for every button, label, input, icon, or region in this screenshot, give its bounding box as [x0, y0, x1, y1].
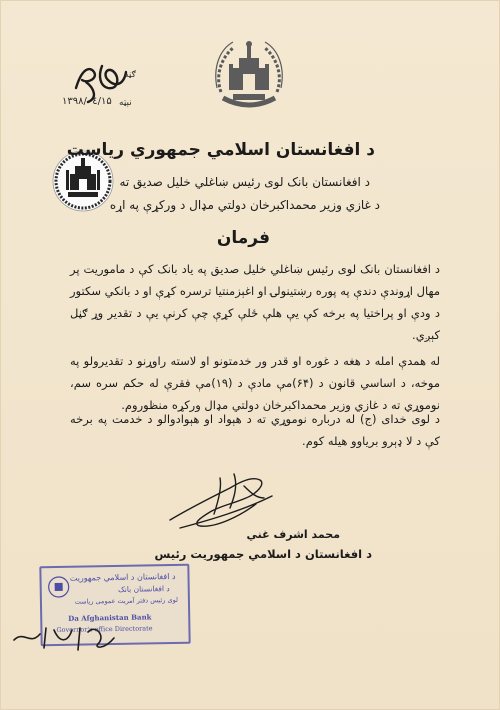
document-title: فرمان [216, 228, 270, 248]
signer-name: محمد اشرف غني [246, 528, 340, 541]
body-paragraph-2: له همدې امله د هغه د غوره او قدر ور خدمتونو او لاسته راوړنو د تقدیرولو په موخه، د اساسي قانون د (۶۴)مې مادې د (۱۹)مې فقرې له حکم سره سم، نوموړي ته د غازي وزير محمداکبرخان دولتي مډال ورکړه منظوروم. [70, 354, 440, 412]
heading-line-1: د افغانستان اسلامي جمهوري رياست [66, 140, 375, 160]
stamp-line-5: Governor's office Directorate [56, 624, 153, 635]
afghanistan-emblem-icon [203, 28, 295, 120]
heading-line-3: د غازي وزير محمداکبرخان دولتي مډال د ورکړې په اړه [109, 198, 380, 212]
heading-line-2: د افغانستان بانک لوی رئیس ښاغلي خلیل صدیق ته [119, 175, 370, 189]
stamp-line-1: د افغانستان د اسلامي جمهوريت [69, 571, 176, 583]
date-label: نېټه [119, 98, 132, 108]
body-paragraph-3: د لوی خدای (ج) له درباره نوموړي ته د هېواد او هېوادوالو د خدمت په برخه کې د لا ډېرو بریاوو هیله کوم. [70, 412, 440, 448]
stamp-line-3: لوی رئیس دفتر آمریت عمومی ریاست [74, 595, 178, 606]
stamp-line-4: Da Afghanistan Bank [68, 612, 152, 623]
number-label: ګڼه [124, 70, 136, 80]
stamp-emblem-icon [45, 574, 71, 602]
body-paragraph-1: د افغانستان بانک لوی رئیس ښاغلي خلیل صدیق په یاد بانک کې د ماموریت پر مهال اړوندې دندې په پوره رښتینولۍ او اغېزمنتیا ترسره کړې او د بانکي سکتور د ودې او پراختیا په برخه کې یې هلې ځلې کړې چې کرنې یې د تقدیر وړ ګڼل کېږي. [70, 262, 440, 342]
handwritten-note-icon [10, 620, 130, 654]
stamp-line-2: د افغانستان بانک [117, 584, 170, 594]
signer-title: د افغانستان د اسلامي جمهوريت رئيس [154, 547, 372, 561]
date-value: ۱۳۹۸/٠٤/١۵ [62, 96, 112, 107]
